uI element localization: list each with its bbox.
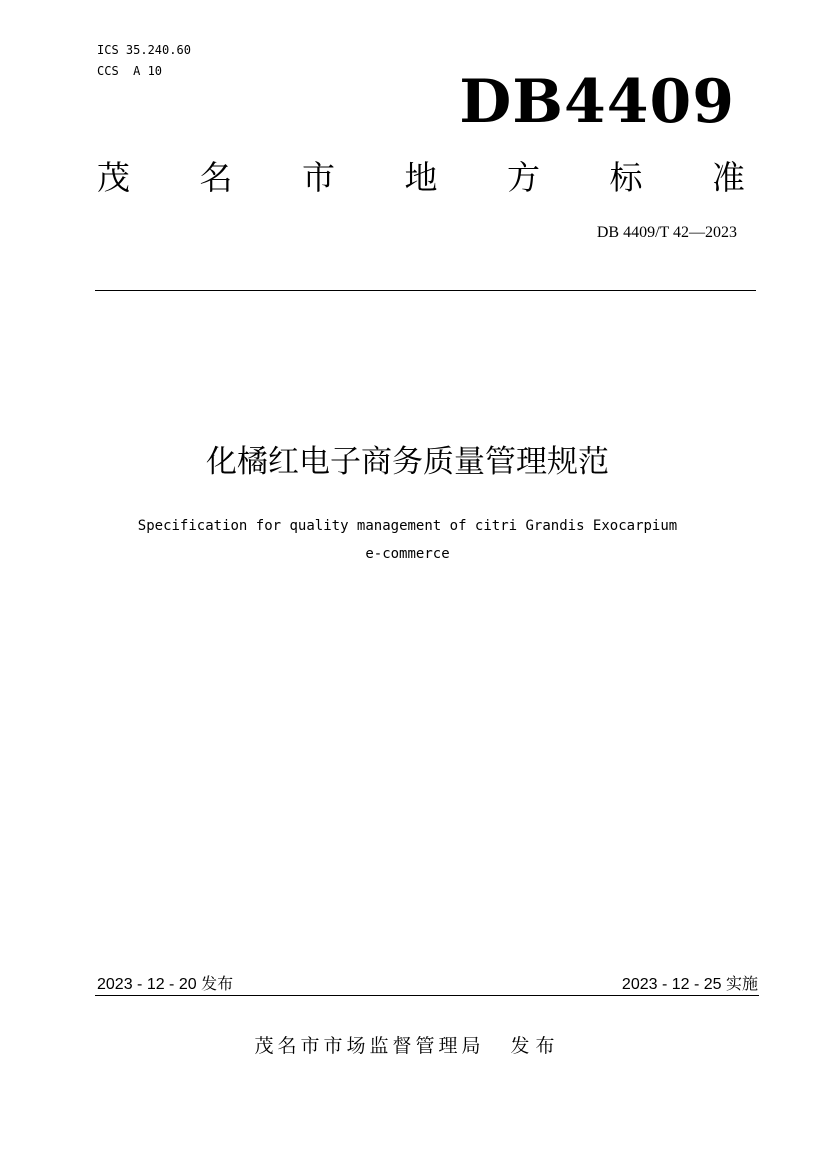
standard-type-char: 茂 (97, 158, 130, 197)
document-title-chinese: 化橘红电子商务质量管理规范 (206, 444, 609, 480)
english-title-line-2: e-commerce (365, 546, 450, 562)
publisher-line (0, 1033, 815, 1059)
standard-type-char: 地 (404, 158, 438, 197)
standard-type-char: 市 (302, 158, 335, 197)
ccs-code: CCS A 10 (97, 64, 163, 78)
ics-code: ICS 35.240.60 (97, 43, 191, 57)
implementation-date: 2023 - 12 - 25 实施 (621, 976, 758, 993)
standard-code-logo: DB4409 (459, 67, 735, 137)
standard-type-char: 名 (199, 158, 233, 197)
document-title-english (60, 512, 755, 568)
english-title-line-1: Specification for quality management of citri Grandis Exocarpium (137, 518, 678, 534)
publisher-name: 茂名市市场监督管理局 (254, 1035, 485, 1057)
standard-type-title (97, 156, 745, 200)
issue-date: 2023 - 12 - 20 发布 (97, 976, 234, 993)
header-divider (95, 290, 756, 291)
standard-type-char: 方 (507, 158, 540, 197)
standard-number: DB 4409/T 42—2023 (596, 224, 737, 241)
standard-type-char: 准 (712, 158, 745, 197)
publisher-suffix: 发布 (510, 1035, 561, 1057)
standard-type-char: 标 (609, 158, 643, 197)
footer-divider (95, 995, 759, 996)
